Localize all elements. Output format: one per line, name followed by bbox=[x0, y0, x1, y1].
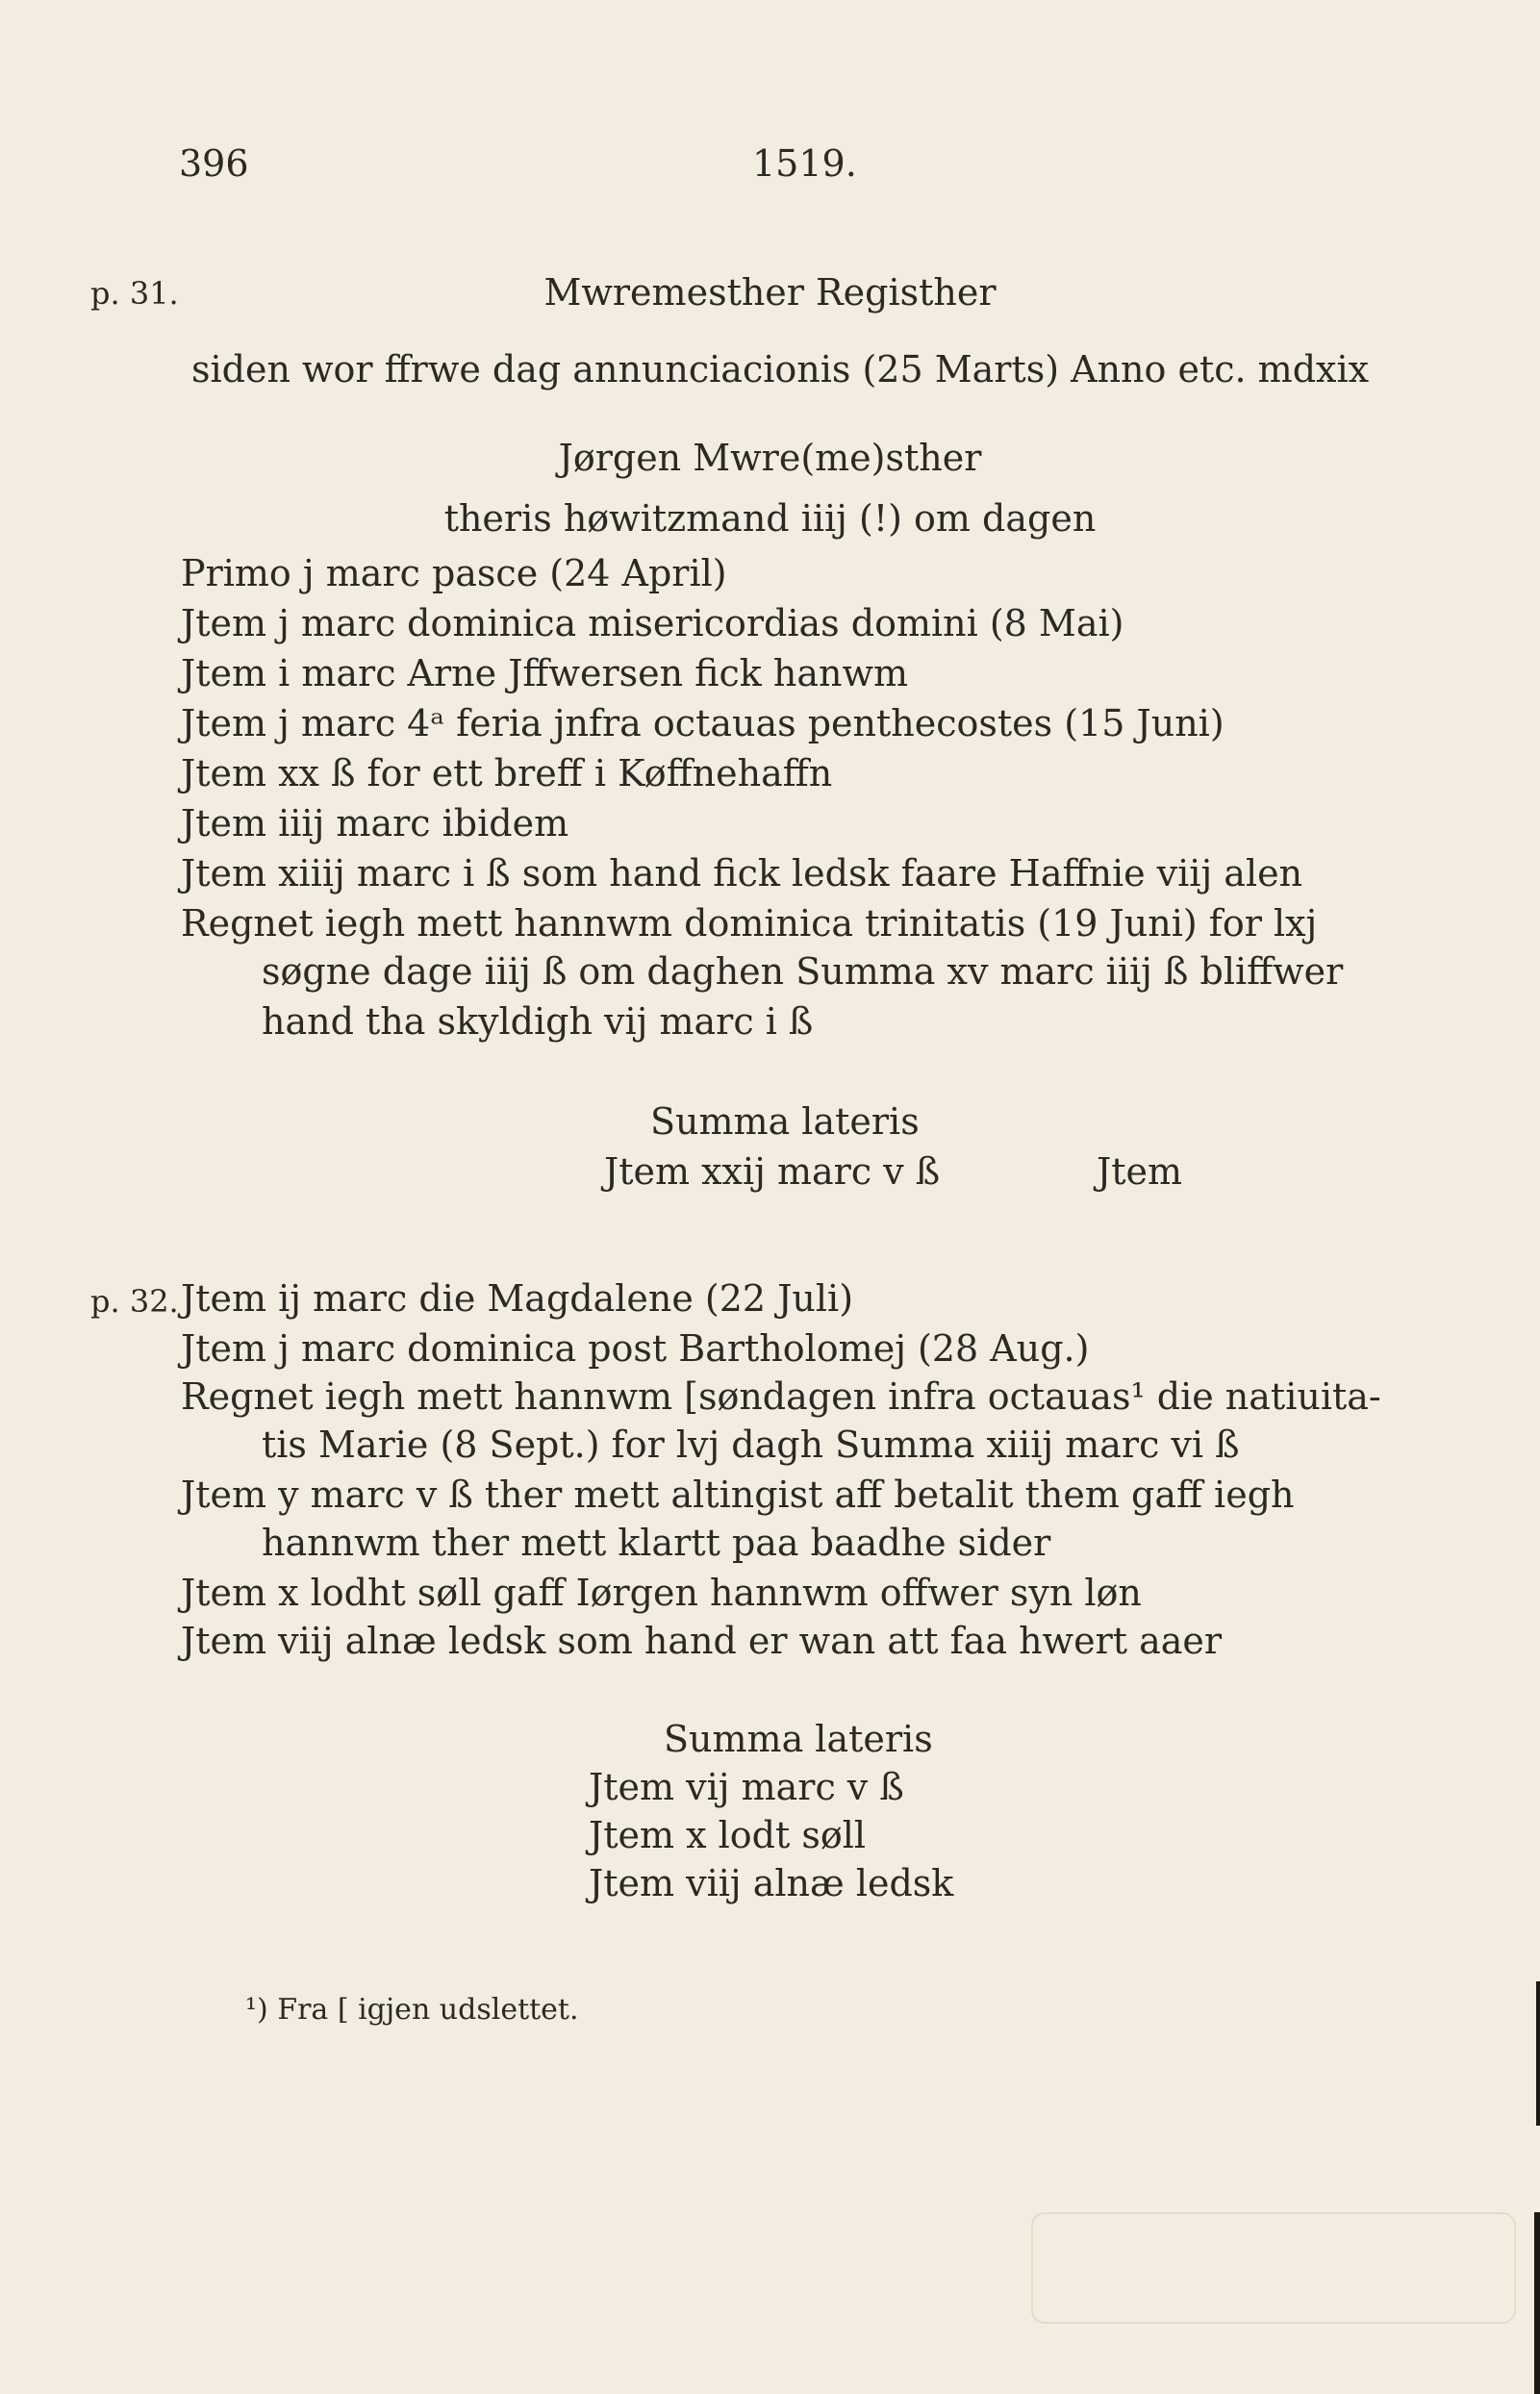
page-year: 1519. bbox=[752, 142, 857, 185]
register-title: Mwremesther Registher bbox=[543, 271, 997, 314]
summa-trail: Jtem bbox=[1097, 1150, 1183, 1193]
summa-lateris-label: Summa lateris bbox=[664, 1718, 933, 1760]
entry-line: hand tha skyldigh vij marc i ß bbox=[262, 1000, 814, 1043]
entry-line: Jtem j marc dominica post Bartholomej (28 Aug.) bbox=[181, 1327, 1090, 1370]
entry-line: Jtem i marc Arne Jffwersen fick hanwm bbox=[181, 652, 909, 694]
paper-smudge bbox=[1031, 2212, 1516, 2324]
entry-line: Jtem viij alnæ ledsk som hand er wan att faa hwert aaer bbox=[181, 1620, 1223, 1662]
summa-lateris-label: Summa lateris bbox=[650, 1100, 920, 1143]
person-name: Jørgen Mwre(me)sther bbox=[558, 437, 982, 479]
summa-line: Jtem vij marc v ß bbox=[589, 1766, 904, 1808]
entry-line: Regnet iegh mett hannwm dominica trinitatis (19 Juni) for lxj bbox=[181, 902, 1318, 945]
summa-line: Jtem xxij marc v ß bbox=[604, 1150, 941, 1193]
register-subtitle: siden wor ffrwe dag annunciacionis (25 Marts) Anno etc. mdxix bbox=[191, 348, 1370, 391]
entry-line: Jtem j marc dominica misericordias domini (8 Mai) bbox=[181, 602, 1124, 644]
footnote: ¹) Fra [ igjen udslettet. bbox=[245, 1993, 579, 2027]
page-edge-mark bbox=[1536, 1981, 1540, 2126]
entry-line: Jtem xiiij marc i ß som hand fick ledsk faare Haffnie viij alen bbox=[181, 852, 1303, 895]
entry-line: Jtem y marc v ß ther mett altingist aff betalit them gaff iegh bbox=[181, 1474, 1295, 1516]
entry-line: Jtem iiij marc ibidem bbox=[181, 802, 569, 844]
page-edge-mark bbox=[1534, 2212, 1540, 2394]
entry-line: Primo j marc pasce (24 April) bbox=[181, 552, 727, 594]
entry-line: hannwm ther mett klartt paa baadhe sider bbox=[262, 1522, 1051, 1564]
entry-line: søgne dage iiij ß om daghen Summa xv marc iiij ß bliffwer bbox=[262, 950, 1344, 993]
page-number: 396 bbox=[179, 142, 249, 185]
entry-line: Regnet iegh mett hannwm [søndagen infra octauas¹ die natiuita- bbox=[181, 1375, 1381, 1418]
person-subline: theris høwitzmand iiij (!) om dagen bbox=[443, 497, 1097, 540]
summa-line: Jtem x lodt søll bbox=[589, 1814, 867, 1856]
summa-line: Jtem viij alnæ ledsk bbox=[589, 1862, 954, 1904]
entry-line: Jtem j marc 4ᵃ feria jnfra octauas penthecostes (15 Juni) bbox=[181, 702, 1224, 744]
entry-line: tis Marie (8 Sept.) for lvj dagh Summa xiiij marc vi ß bbox=[262, 1424, 1240, 1466]
entry-line: Jtem ij marc die Magdalene (22 Juli) bbox=[181, 1277, 854, 1320]
entry-line: Jtem x lodht søll gaff Iørgen hannwm offwer syn løn bbox=[181, 1572, 1142, 1614]
margin-ref-p32: p. 32. bbox=[90, 1283, 179, 1320]
entry-line: Jtem xx ß for ett breff i Køffnehaffn bbox=[181, 752, 833, 794]
margin-ref-p31: p. 31. bbox=[90, 275, 179, 312]
